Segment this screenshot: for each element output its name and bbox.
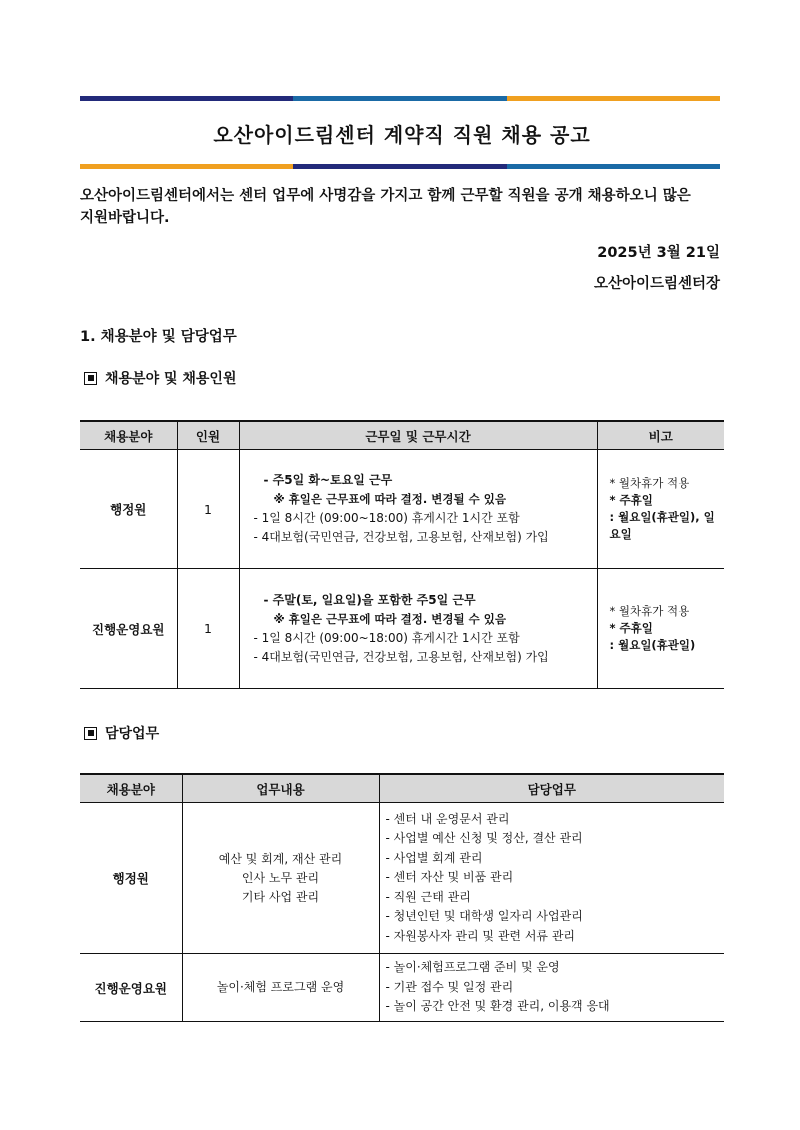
duty-line: - 센터 자산 및 비품 관리	[385, 870, 514, 885]
duty-line: - 자원봉사자 관리 및 관련 서류 관리	[385, 928, 576, 943]
duty-line: - 놀이·체험프로그램 준비 및 운영	[385, 960, 560, 975]
schedule-cell	[239, 450, 597, 569]
schedule-line: - 4대보험(국민연금, 건강보험, 고용보험, 산재보험) 가입	[253, 530, 549, 544]
table-header-row	[80, 421, 724, 450]
header-cell: 근무일 및 근무시간	[239, 421, 597, 450]
page-title: 오산아이드림센터 계약직 직원 채용 공고	[213, 123, 591, 147]
content-line: 예산 및 회계, 재산 관리	[218, 851, 343, 866]
count-cell: 1	[177, 450, 239, 569]
schedule-line: - 1일 8시간 (09:00~18:00) 휴게시간 1시간 포함	[253, 630, 520, 645]
remark-line: : 월요일(휴관일), 일요일	[609, 510, 715, 541]
square-bullet-icon	[84, 727, 97, 740]
subheading-positions	[80, 368, 724, 388]
section-heading: 1. 채용분야 및 담당업무	[80, 329, 237, 345]
header-cell: 담당업무	[379, 774, 724, 803]
table-header-row	[80, 774, 724, 803]
duty-cell	[379, 954, 724, 1022]
count-cell: 1	[177, 569, 239, 689]
duty-cell	[379, 803, 724, 954]
schedule-line: - 주말(토, 일요일)을 포함한 주5일 근무	[263, 592, 476, 607]
schedule-line: - 4대보험(국민연금, 건강보험, 고용보험, 산재보험) 가입	[253, 649, 549, 664]
remark-line: : 월요일(휴관일)	[609, 638, 696, 652]
content-line: 기타 사업 관리	[241, 889, 320, 904]
remark-line: * 주휴일	[609, 621, 653, 635]
remarks-cell	[597, 450, 724, 569]
content-line: 놀이·체험 프로그램 운영	[216, 980, 345, 994]
schedule-line: - 주5일 화~토요일 근무	[263, 473, 393, 487]
remark-line: * 월차휴가 적용	[609, 604, 690, 618]
remark-line: * 주휴일	[609, 493, 653, 507]
schedule-note: ※ 휴일은 근무표에 따라 결정. 변경될 수 있음	[273, 492, 506, 506]
top-color-bar	[80, 96, 720, 101]
field-cell: 행정원	[80, 450, 177, 569]
notice-page	[80, 96, 724, 1022]
schedule-line: - 1일 8시간 (09:00~18:00) 휴게시간 1시간 포함	[253, 511, 520, 525]
header-cell: 채용분야	[80, 421, 177, 450]
table-row	[80, 450, 724, 569]
content-cell	[182, 954, 379, 1022]
header-cell: 업무내용	[182, 774, 379, 803]
subheading-label: 채용분야 및 채용인원	[105, 371, 237, 387]
signer: 오산아이드림센터장	[593, 276, 720, 292]
schedule-note: ※ 휴일은 근무표에 따라 결정. 변경될 수 있음	[273, 611, 506, 626]
bottom-color-bar	[80, 164, 720, 169]
duty-line: - 청년인턴 및 대학생 일자리 사업관리	[385, 909, 583, 924]
duty-line: - 센터 내 운영문서 관리	[385, 811, 510, 826]
content-cell	[182, 803, 379, 954]
subheading-label: 담당업무	[105, 726, 160, 742]
content-line: 인사 노무 관리	[241, 870, 320, 885]
duty-line: - 놀이 공간 안전 및 환경 관리, 이용객 응대	[385, 999, 610, 1014]
table-row	[80, 954, 724, 1022]
table-row	[80, 569, 724, 689]
duty-line: - 사업별 회계 관리	[385, 850, 483, 865]
subheading-duties	[80, 723, 724, 743]
header-cell: 채용분야	[80, 774, 182, 803]
table-row	[80, 803, 724, 954]
field-cell: 행정원	[80, 803, 182, 954]
notice-date: 2025년 3월 21일	[597, 245, 720, 261]
remarks-cell	[597, 569, 724, 689]
field-cell: 진행운영요원	[80, 954, 182, 1022]
square-bullet-icon	[84, 372, 97, 385]
remark-line: * 월차휴가 적용	[609, 476, 690, 490]
duty-line: - 사업별 예산 신청 및 정산, 결산 관리	[385, 831, 583, 846]
duties-table	[80, 773, 724, 1022]
duty-line: - 기관 접수 및 일정 관리	[385, 979, 514, 994]
field-cell: 진행운영요원	[80, 569, 177, 689]
header-cell: 인원	[177, 421, 239, 450]
duty-line: - 직원 근태 관리	[385, 889, 471, 904]
header-cell: 비고	[597, 421, 724, 450]
intro-text: 오산아이드림센터에서는 센터 업무에 사명감을 가지고 함께 근무할 직원을 공개 채용하오니 많은 지원바랍니다.	[80, 188, 691, 226]
positions-table	[80, 420, 724, 689]
schedule-cell	[239, 569, 597, 689]
